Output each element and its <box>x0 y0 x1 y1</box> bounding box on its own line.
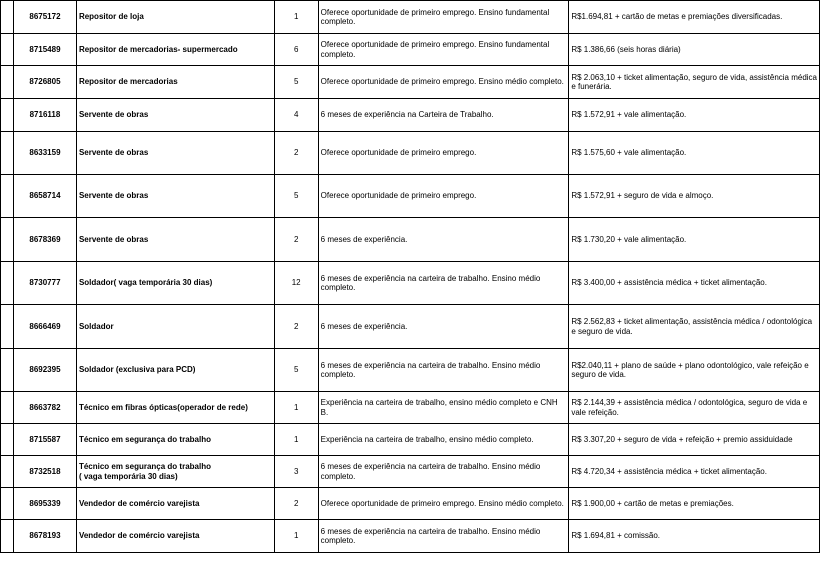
requirements: Oferece oportunidade de primeiro emprego. Ensino médio completo. <box>318 488 569 520</box>
table-row <box>1 424 820 456</box>
row-gutter <box>1 132 14 175</box>
job-title: Servente de obras <box>78 110 149 120</box>
table-row <box>1 132 820 175</box>
requirements: Oferece oportunidade de primeiro emprego. <box>318 132 569 175</box>
salary-benefits: R$ 1.730,20 + vale alimentação. <box>569 218 820 262</box>
table-row <box>1 488 820 520</box>
job-title-cell <box>76 66 274 99</box>
job-title: Repositor de mercadorias <box>78 77 178 87</box>
job-title: Vendedor de comércio varejista <box>78 498 200 508</box>
requirements: Experiência na carteira de trabalho, ensino médio completo. <box>318 424 569 456</box>
row-gutter <box>1 305 14 349</box>
job-title-cell <box>76 218 274 262</box>
row-gutter <box>1 456 14 488</box>
job-title: Soldador <box>78 321 114 331</box>
job-title-cell <box>76 305 274 349</box>
vacancy-code: 8695339 <box>13 488 76 520</box>
salary-benefits: R$ 2.063,10 + ticket alimentação, seguro de vida, assistência médica e funerária. <box>569 66 820 99</box>
requirements: 6 meses de experiência. <box>318 218 569 262</box>
vacancy-count: 6 <box>274 34 318 66</box>
vacancy-count: 2 <box>274 305 318 349</box>
table-row <box>1 34 820 66</box>
vacancy-count: 2 <box>274 132 318 175</box>
salary-benefits: R$ 1.386,66 (seis horas diária) <box>569 34 820 66</box>
requirements: 6 meses de experiência na carteira de trabalho. Ensino médio completo. <box>318 349 569 392</box>
salary-benefits: R$ 1.694,81 + comissão. <box>569 520 820 553</box>
row-gutter <box>1 99 14 132</box>
requirements: Oferece oportunidade de primeiro emprego. Ensino fundamental completo. <box>318 34 569 66</box>
vacancy-count: 2 <box>274 218 318 262</box>
salary-benefits: R$ 1.572,91 + seguro de vida e almoço. <box>569 175 820 218</box>
table-row <box>1 392 820 424</box>
salary-benefits: R$ 1.572,91 + vale alimentação. <box>569 99 820 132</box>
requirements: Oferece oportunidade de primeiro emprego. Ensino médio completo. <box>318 66 569 99</box>
job-title: Técnico em fibras ópticas(operador de rede) <box>78 402 248 412</box>
vacancy-count: 1 <box>274 520 318 553</box>
row-gutter <box>1 1 14 34</box>
salary-benefits: R$ 4.720,34 + assistência médica + ticket alimentação. <box>569 456 820 488</box>
salary-benefits: R$ 1.575,60 + vale alimentação. <box>569 132 820 175</box>
salary-benefits: R$2.040,11 + plano de saúde + plano odontológico, vale refeição e seguro de vida. <box>569 349 820 392</box>
row-gutter <box>1 520 14 553</box>
vacancy-code: 8715587 <box>13 424 76 456</box>
vacancy-code: 8726805 <box>13 66 76 99</box>
requirements: 6 meses de experiência na carteira de trabalho. Ensino médio completo. <box>318 520 569 553</box>
job-title-cell <box>76 262 274 305</box>
vacancy-code: 8678193 <box>13 520 76 553</box>
vacancy-code: 8633159 <box>13 132 76 175</box>
job-title-cell <box>76 520 274 553</box>
job-title-cell <box>76 99 274 132</box>
row-gutter <box>1 175 14 218</box>
salary-benefits: R$ 3.307,20 + seguro de vida + refeição + premio assiduidade <box>569 424 820 456</box>
table-row <box>1 1 820 34</box>
requirements: 6 meses de experiência na Carteira de Trabalho. <box>318 99 569 132</box>
vacancy-code: 8730777 <box>13 262 76 305</box>
table-row <box>1 262 820 305</box>
job-title: Vendedor de comércio varejista <box>78 531 200 541</box>
vacancy-count: 2 <box>274 488 318 520</box>
vacancy-code: 8675172 <box>13 1 76 34</box>
job-title: Técnico em segurança do trabalho <box>78 434 211 444</box>
vacancy-code: 8678369 <box>13 218 76 262</box>
row-gutter <box>1 34 14 66</box>
vacancy-code: 8692395 <box>13 349 76 392</box>
table-row <box>1 175 820 218</box>
vacancy-code: 8663782 <box>13 392 76 424</box>
job-title-cell <box>76 175 274 218</box>
job-title: Servente de obras <box>78 148 149 158</box>
job-title: Repositor de mercadorias- supermercado <box>78 44 238 54</box>
requirements: Experiência na carteira de trabalho, ensino médio completo e CNH B. <box>318 392 569 424</box>
requirements: 6 meses de experiência na carteira de trabalho. Ensino médio completo. <box>318 262 569 305</box>
vacancy-code: 8716118 <box>13 99 76 132</box>
job-title-cell <box>76 392 274 424</box>
row-gutter <box>1 349 14 392</box>
vacancy-code: 8715489 <box>13 34 76 66</box>
vacancy-count: 4 <box>274 99 318 132</box>
job-title-cell <box>76 132 274 175</box>
job-title-cell <box>76 34 274 66</box>
vacancy-count: 1 <box>274 424 318 456</box>
row-gutter <box>1 218 14 262</box>
job-title-cell <box>76 488 274 520</box>
vacancy-count: 3 <box>274 456 318 488</box>
row-gutter <box>1 392 14 424</box>
job-title-cell <box>76 424 274 456</box>
requirements: 6 meses de experiência na carteira de trabalho. Ensino médio completo. <box>318 456 569 488</box>
job-title: Servente de obras <box>78 234 149 244</box>
table-row <box>1 305 820 349</box>
table-row <box>1 66 820 99</box>
row-gutter <box>1 66 14 99</box>
vacancy-count: 5 <box>274 66 318 99</box>
table-row <box>1 520 820 553</box>
requirements: Oferece oportunidade de primeiro emprego. Ensino fundamental completo. <box>318 1 569 34</box>
job-title: Repositor de loja <box>78 12 144 22</box>
requirements: 6 meses de experiência. <box>318 305 569 349</box>
job-title: Servente de obras <box>78 191 149 201</box>
salary-benefits: R$ 2.144,39 + assistência médica / odontológica, seguro de vida e vale refeição. <box>569 392 820 424</box>
job-title: Soldador (exclusiva para PCD) <box>78 365 196 375</box>
vacancy-count: 5 <box>274 349 318 392</box>
row-gutter <box>1 262 14 305</box>
requirements: Oferece oportunidade de primeiro emprego. <box>318 175 569 218</box>
row-gutter <box>1 488 14 520</box>
vacancy-code: 8666469 <box>13 305 76 349</box>
salary-benefits: R$ 1.900,00 + cartão de metas e premiações. <box>569 488 820 520</box>
vacancy-count: 1 <box>274 1 318 34</box>
table-row <box>1 218 820 262</box>
job-title: Soldador( vaga temporária 30 dias) <box>78 278 213 288</box>
job-rows <box>1 1 820 553</box>
job-title-note: ( vaga temporária 30 dias) <box>78 471 178 481</box>
job-title: Técnico em segurança do trabalho <box>78 462 211 472</box>
job-title-cell <box>76 456 274 488</box>
job-title-cell <box>76 349 274 392</box>
salary-benefits: R$1.694,81 + cartão de metas e premiações diversificadas. <box>569 1 820 34</box>
vacancy-code: 8658714 <box>13 175 76 218</box>
row-gutter <box>1 424 14 456</box>
salary-benefits: R$ 2.562,83 + ticket alimentação, assistência médica / odontológica e seguro de vida. <box>569 305 820 349</box>
job-title-cell <box>76 1 274 34</box>
vacancy-count: 1 <box>274 392 318 424</box>
vacancy-count: 12 <box>274 262 318 305</box>
vacancy-count: 5 <box>274 175 318 218</box>
vacancy-code: 8732518 <box>13 456 76 488</box>
table-row <box>1 456 820 488</box>
salary-benefits: R$ 3.400,00 + assistência médica + ticket alimentação. <box>569 262 820 305</box>
table-row <box>1 99 820 132</box>
table-row <box>1 349 820 392</box>
